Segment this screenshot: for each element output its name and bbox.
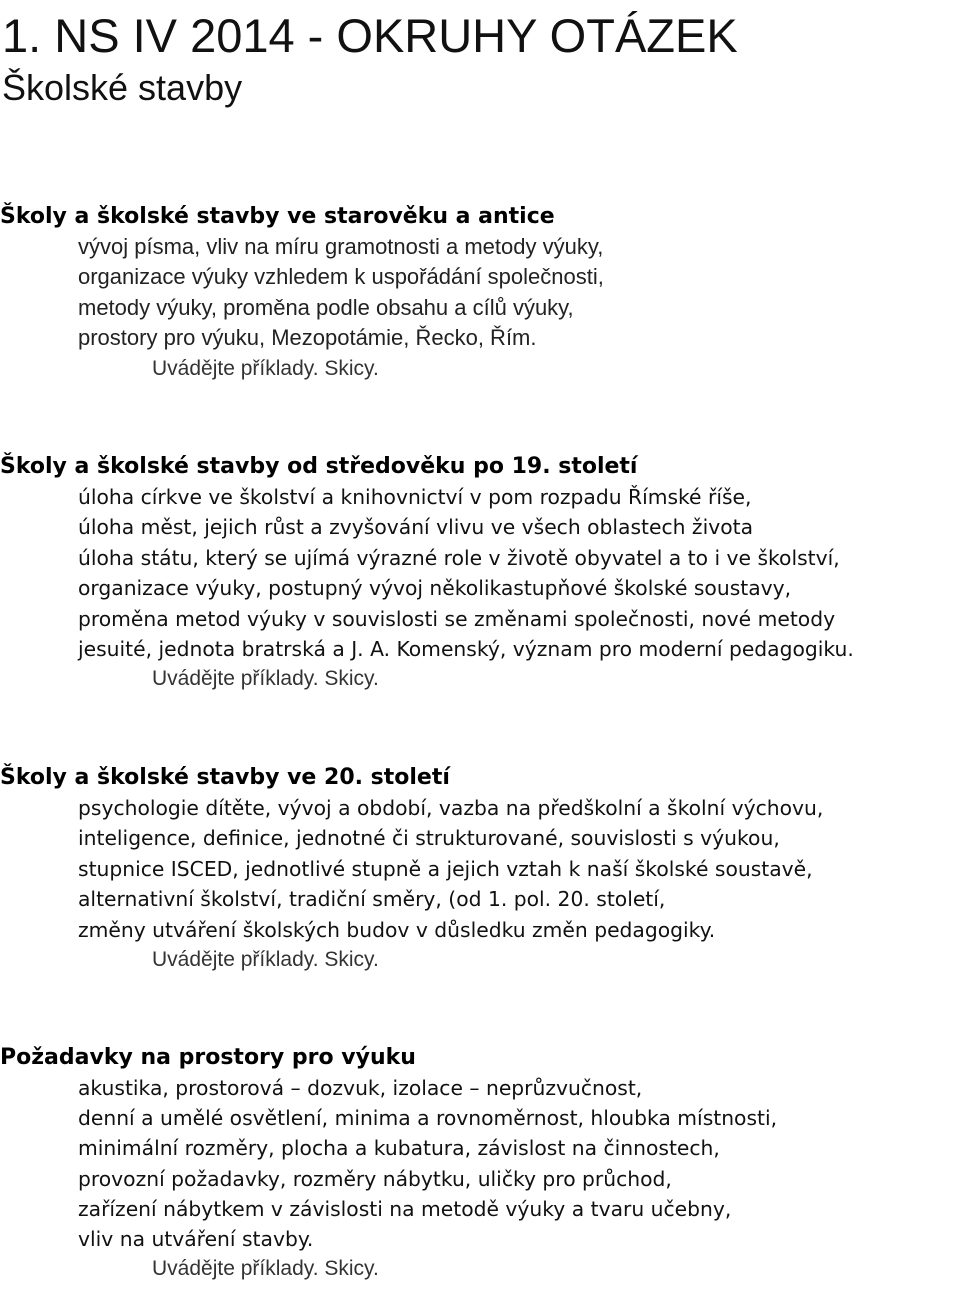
section-medieval-schools [0, 452, 960, 694]
section-hint: Uvádějte příklady. Skicy. [152, 667, 379, 691]
section-heading: Školy a školské stavby od středověku po 19. století [0, 454, 638, 479]
topic-line: zařízení nábytkem v závislosti na metodě výuky a tvaru učebny, [78, 1196, 732, 1221]
topic-line: metody výuky, proměna podle obsahu a cílů výuky, [78, 294, 574, 320]
topic-line: alternativní školství, tradiční směry, (od 1. pol. 20. století, [78, 887, 666, 912]
document-subtitle: Školské stavby [2, 67, 243, 108]
section-topic-list [0, 793, 960, 945]
topic-line: vývoj písma, vliv na míru gramotnosti a metody výuky, [78, 234, 604, 259]
topic-line: organizace výuky, postupný vývoj několikastupňové školské soustavy, [78, 576, 792, 601]
section-hint: Uvádějte příklady. Skicy. [152, 1257, 379, 1281]
section-topic-list [0, 1073, 960, 1254]
section-topic-list [0, 482, 960, 664]
section-hint: Uvádějte příklady. Skicy. [152, 948, 379, 972]
topic-line: provozní požadavky, rozměry nábytku, uličky pro průchod, [78, 1166, 672, 1191]
section-topic-list [0, 232, 960, 354]
section-ancient-schools [0, 202, 960, 384]
topic-line: stupnice ISCED, jednotlivé stupně a jejich vztah k naší školské soustavě, [78, 856, 813, 881]
topic-line: jesuité, jednota bratrská a J. A. Komenský, význam pro moderní pedagogiku. [78, 637, 854, 662]
topic-line: minimální rozměry, plocha a kubatura, závislost na činnostech, [78, 1136, 720, 1161]
section-hint: Uvádějte příklady. Skicy. [152, 356, 379, 380]
topic-line: vliv na utváření stavby. [78, 1227, 314, 1252]
topic-line: organizace výuky vzhledem k uspořádání společnosti, [78, 264, 604, 290]
topic-line: úloha církve ve školství a knihovnictví v pom rozpadu Římské říše, [78, 485, 752, 509]
section-20th-century-schools [0, 763, 960, 975]
section-heading: Školy a školské stavby ve starověku a antice [0, 204, 555, 229]
topic-line: psychologie dítěte, vývoj a období, vazba na předškolní a školní výchovu, [78, 796, 824, 820]
topic-line: inteligence, definice, jednotné či strukturované, souvislosti s výukou, [78, 826, 780, 851]
topic-line: proměna metod výuky v souvislosti se změnami společnosti, nové metody [78, 606, 836, 631]
section-space-requirements [0, 1043, 960, 1284]
section-heading: Školy a školské stavby ve 20. století [0, 765, 450, 790]
topic-line: akustika, prostorová – dozvuk, izolace – neprůzvučnost, [78, 1076, 643, 1100]
topic-line: změny utváření školských budov v důsledku změn pedagogiky. [78, 917, 716, 942]
document-title: 1. NS IV 2014 - OKRUHY OTÁZEK [2, 9, 738, 62]
topic-line: prostory pro výuku, Mezopotámie, Řecko, Řím. [78, 325, 537, 351]
topic-line: denní a umělé osvětlení, minima a rovnoměrnost, hloubka místnosti, [78, 1106, 778, 1131]
topic-line: úloha měst, jejich růst a zvyšování vlivu ve všech oblastech života [78, 515, 753, 540]
section-heading: Požadavky na prostory pro výuku [0, 1045, 416, 1070]
topic-line: úloha státu, který se ujímá výrazné role v životě obyvatel a to i ve školství, [78, 545, 840, 570]
